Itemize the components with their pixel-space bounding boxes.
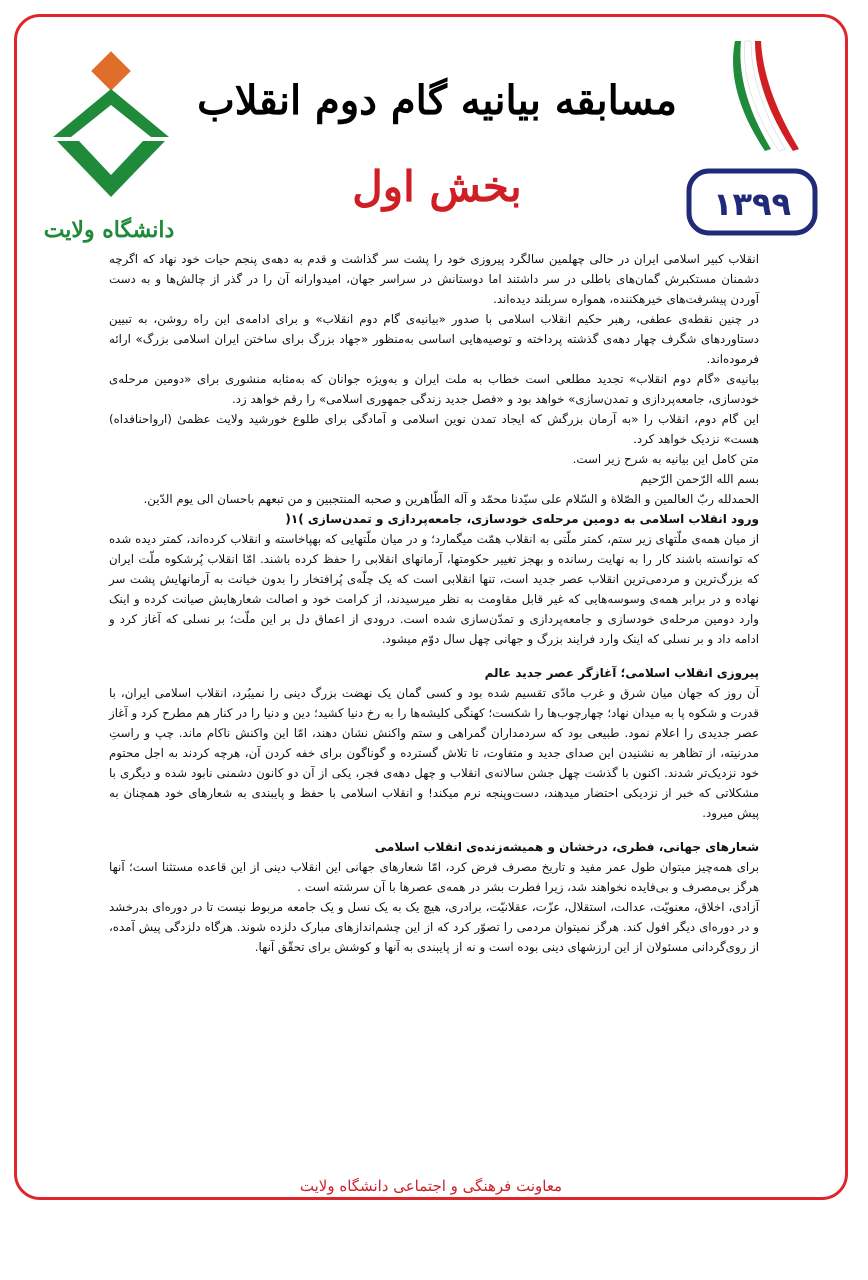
- footer-credit: معاونت فرهنگی و اجتماعی دانشگاه ولایت: [299, 1177, 563, 1195]
- basmala: بسم الله الرّحمن الرّحیم: [640, 472, 759, 486]
- section-heading: پیروزی انقلاب اسلامی؛ آغازگر عصر جدید عالم: [484, 666, 759, 680]
- paragraph: متن کامل این بیانیه به شرح زیر است.: [572, 452, 759, 466]
- page-frame: [14, 14, 848, 1200]
- university-logo: [39, 37, 179, 247]
- paragraph: در چنین نقطه‌ی عطفی، رهبر حکیم انقلاب اسلامی با صدور «بیانیه‌ی گام دوم انقلاب» و برای ادامه‌ی این راه روشن، به تبیین دستاوردهای شگرف چهار دهه‌ی گذشته پرداخته و توصیه‌هایی اساسی به‌منظور «جهاد بزرگ برای ساختن ایران اسلامی بزرگ» ارائه فرموده‌اند.: [109, 312, 759, 366]
- paragraph: الحمدلله ربّ العالمین و الصّلاة و السّلام علی سیّدنا محمّد و آله الطّاهرین و صحبه المنتجبین و من تبعهم باحسان الی یوم الدّین.: [143, 492, 759, 506]
- statement-body: [109, 249, 759, 957]
- paragraph-intro: انقلاب کبیر اسلامی ایران در حالی چهلمین سالگرد پیروزی خود را پشت سر گذاشت و قدم به دهه‌ی پنجم حیات خود نهاد که اگرچه دشمنان مستکبرش گمان‌های باطلی در سر داشتند اما دوستانش در سراسر جهان، امیدوارانه آن را در گذر از چالش‌ها و به دست آوردن پیشرفت‌های خیرهکننده، همواره سربلند دیده‌اند.: [109, 252, 759, 306]
- university-logo-text: دانشگاه ولایت: [43, 217, 175, 243]
- section-subtitle: بخش اول: [352, 162, 522, 211]
- campaign-logo-digits: ۱۳۹۹: [712, 185, 792, 223]
- paragraph: این گام دوم، انقلاب را «به آرمان بزرگش که ایجاد تمدن نوین اسلامی و آمادگی برای طلوع خورشید ولایت عظمیٰ (ارواحنافداه) هست» نزدیک خواهد کرد.: [109, 412, 759, 446]
- campaign-logo: [675, 31, 825, 241]
- paragraph: آزادی، اخلاق، معنویّت، عدالت، استقلال، عزّت، عقلانیّت، برادری، هیچ یک به یک نسل و یک جامعه مربوط نیست تا در دوره‌ای بدرخشد و در دوره‌ای دیگر افول کند. هرگز نمیتوان مردمی را تصوّر کرد که از این چشم‌اندازهای مبارک دلزده شوند. هرگاه دلزدگی پیش آمده، از روی‌گردانی مسئولان از این ارزشهای دینی بوده است و نه از پایبندی به آنها و کوشش برای تحقّق آنها.: [109, 900, 759, 954]
- paragraph: از میان همه‌ی ملّتهای زیر ستم، کمتر ملّتی به انقلاب همّت میگمارد؛ و در میان ملّتهایی که بهپاخاسته و انقلاب کرده‌اند، کمتر دیده شده که توانسته باشند کار را به نهایت رسانده و بهجز تغییر حکومتها، آرمانهای انقلابی را حفظ کرده باشند. امّا انقلاب پُرشکوه ملّت ایران که بزرگ‌ترین و مردمی‌ترین انقلاب عصر جدید است، تنها انقلابی است که یک چلّه‌ی پُرافتخار را بدون خیانت به آرمانهایش پشت سر نهاده و در برابر همه‌ی وسوسه‌هایی که غیر قابل مقاومت به نظر میرسیدند، از کرامت خود و اصالت شعارهایش صیانت کرده و اینک وارد دومین مرحله‌ی خودسازی و جامعه‌پردازی و تمدّن‌سازی شده است. درودی از اعماق دل بر این ملّت؛ بر نسلی که آغاز کرد و ادامه داد و بر نسلی که اینک وارد فرایند بزرگ و جهانی چهل سال دوّم میشود.: [109, 532, 759, 646]
- page-title: مسابقه بیانیه گام دوم انقلاب: [197, 77, 677, 124]
- section-heading: شعارهای جهانی، فطری، درخشان و همیشه‌زنده‌ی انقلاب اسلامی: [374, 840, 759, 854]
- paragraph: بیانیه‌ی «گام دوم انقلاب» تجدید مطلعی است خطاب به ملت ایران و به‌ویژه جوانان که به‌مثابه منشوری برای «دومین مرحله‌ی خودسازی، جامعه‌پردازی و تمدن‌سازی» خواهد بود و «فصل جدید زندگی جمهوری اسلامی» را رقم خواهد زد.: [109, 372, 759, 406]
- section-heading: ورود انقلاب اسلامی به دومین مرحله‌ی خودسازی، جامعه‌پردازی و تمدن‌سازی )۱(: [285, 512, 759, 526]
- paragraph: آن روز که جهان میان شرق و غرب مادّی تقسیم شده بود و کسی گمان یک نهضت بزرگ دینی را نمیبُرد، انقلاب اسلامی ایران، با قدرت و شکوه پا به میدان نهاد؛ چهارچوب‌ها را شکست؛ کهنگی کلیشه‌ها را به رخ دنیا کشید؛ دین و دنیا را در کنار هم مطرح کرد و آغاز عصر جدیدی را اعلام نمود. طبیعی بود که سردمداران گمراهی و ستم واکنش نشان دهند، امّا این واکنش ناکام ماند. چپ و راستِ مدرنیته، از تظاهر به نشنیدن این صدای جدید و متفاوت، تا تلاش گسترده و گوناگون برای خفه کردن آن، هرچه کردند به اجل محتوم خود نزدیک‌تر شدند. اکنون با گذشت چهل جشن سالانه‌ی انقلاب و چهل دهه‌ی فجر، یکی از آن دو کانون دشمنی نابود شده و دیگری با مشکلاتی که خبر از نزدیکی احتضار میدهند، دست‌وپنجه نرم میکند! و انقلاب اسلامی با حفظ و پایبندی به شعارهای خود همچنان به پیش میرود.: [109, 686, 759, 820]
- paragraph: برای همه‌چیز میتوان طول عمر مفید و تاریخ مصرف فرض کرد، امّا شعارهای جهانی این انقلاب دینی از این قاعده مستثنا است؛ آنها هرگز بی‌مصرف و بی‌فایده نخواهند شد، زیرا فطرت بشر در همه‌ی عصرها با آن سرشته است .: [109, 860, 759, 894]
